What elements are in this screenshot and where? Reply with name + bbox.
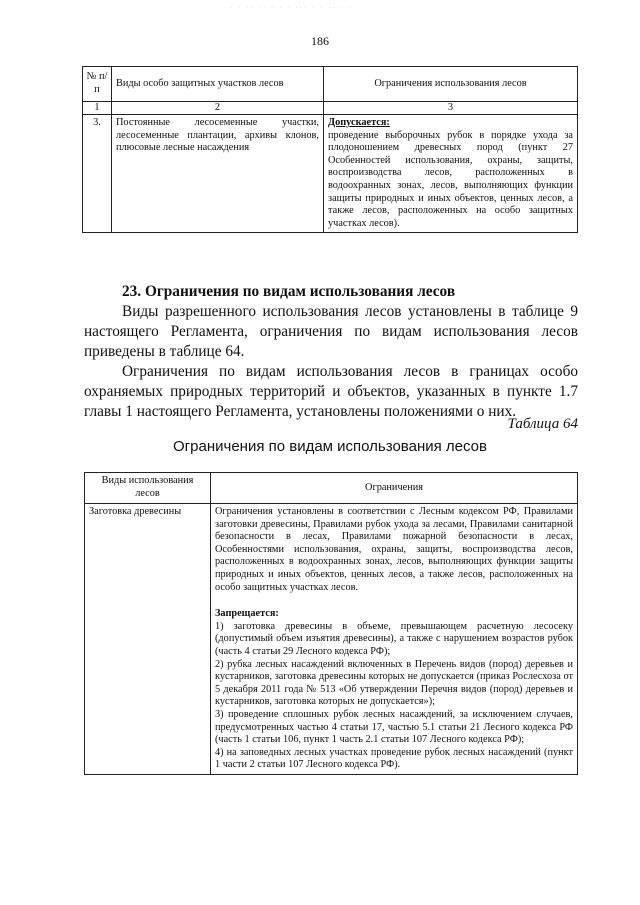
allowed-text: проведение выборочных рубок в порядке ухода за плодоношением древесных пород (пункт 27 Особенностей использования, охраны, защиты, воспроизводства лесов, расположенных в водоохранных зонах, лесов, выполняющих функции защиты природных и иных объектов, ценных лесов, а также лесов, расположенных на особо защитных участках лесов). [328,129,573,229]
table-title: Ограничения по видам использования лесов [173,438,487,455]
row-zone-text: Постоянные лесосеменные участки, лесосеменные плантации, архивы клонов, плюсовые лесные насаждения [112,115,324,233]
col-header-zone: Виды особо защитных участков лесов [112,67,324,102]
section-23 [84,282,578,422]
table-label: Таблица 64 [507,416,578,432]
prohibited-item-2: 2) рубка лесных насаждений включенных в Перечень видов (пород) деревьев и кустарников, заготовка древесины которых не допускается (приказ Рослесхоза от 5 декабря 2011 года № 513 «Об утверждении Перечня видов (пород) деревьев и кустарников, заготовка которых не допускается»); [215,658,573,708]
restrictions-intro: Ограничения установлены в соответствии с Лесным кодексом РФ, Правилами заготовки древесины, Правилами рубок ухода за лесами, Правилами санитарной безопасности в лесах, Правилами пожарной безопасности в лесах, Особенностями использования, охраны, защиты, воспроизводства лесов, расположенных в водоохранных зонах, лесов, выполняющих функции защиты природных и иных объектов, ценных лесов, а также лесов, расположенных на особо защитных участках лесов. [215,506,573,593]
col-index-3: 3 [324,102,578,115]
row-number: 3. [83,115,112,233]
section-heading: 23. Ограничения по видам использования лесов [122,283,456,300]
prohibited-item-3: 3) проведение сплошных рубок лесных насаждений, за исключением случаев, предусмотренных частью 4 статьи 17, частью 5.1 статьи 21 Лесного кодекса РФ (часть 1 статьи 106, пункт 1 часть 2.1 статьи 107 Лесного кодекса РФ); [215,708,573,746]
col-header-restrictions: Ограничения [211,473,578,504]
prohibited-item-4: 4) на заповедных лесных участках проведение рубок лесных насаждений (пункт 1 части 2 статьи 107 Лесного кодекса РФ). [215,746,573,771]
col-header-usage-kind: Виды использования лесов [85,473,211,504]
spacer [215,594,573,608]
prohibited-item-1: 1) заготовка древесины в объеме, превышающем расчетную лесосеку (допустимый объем изъятия древесины), а также с нарушением возрастов рубок (часть 4 статьи 29 Лесного кодекса РФ); [215,620,573,657]
col-index-1: 1 [83,102,112,115]
usage-kind-cell: Заготовка древесины [85,504,211,775]
table-header-row [85,473,578,504]
scan-artifact: · · ·· ·· · · · ··· · · ·· · · [230,4,353,12]
restrictions-table [84,472,578,775]
col-header-number: № п/п [83,67,112,102]
section-paragraph-1: Виды разрешенного использования лесов установлены в таблице 9 настоящего Регламента, ограничения по видам использования лесов приведены в таблице 64. [84,303,578,360]
section-paragraph-2: Ограничения по видам использования лесов в границах особо охраняемых природных территорий и объектов, указанных в пункте 1.7 главы 1 настоящего Регламента, установлены положениями о них. [84,363,578,420]
allowed-heading: Допускается: [328,117,390,128]
table-row [83,115,578,233]
table-header-row [83,67,578,102]
row-restriction-cell [324,115,578,233]
column-index-row [83,102,578,115]
col-header-restrictions: Ограничения использования лесов [324,67,578,102]
table-row [85,504,578,775]
prohibited-heading: Запрещается: [215,608,279,620]
page-number: 186 [311,34,329,48]
restrictions-cell [211,504,578,775]
col-index-2: 2 [112,102,324,115]
continuation-table [82,66,578,233]
